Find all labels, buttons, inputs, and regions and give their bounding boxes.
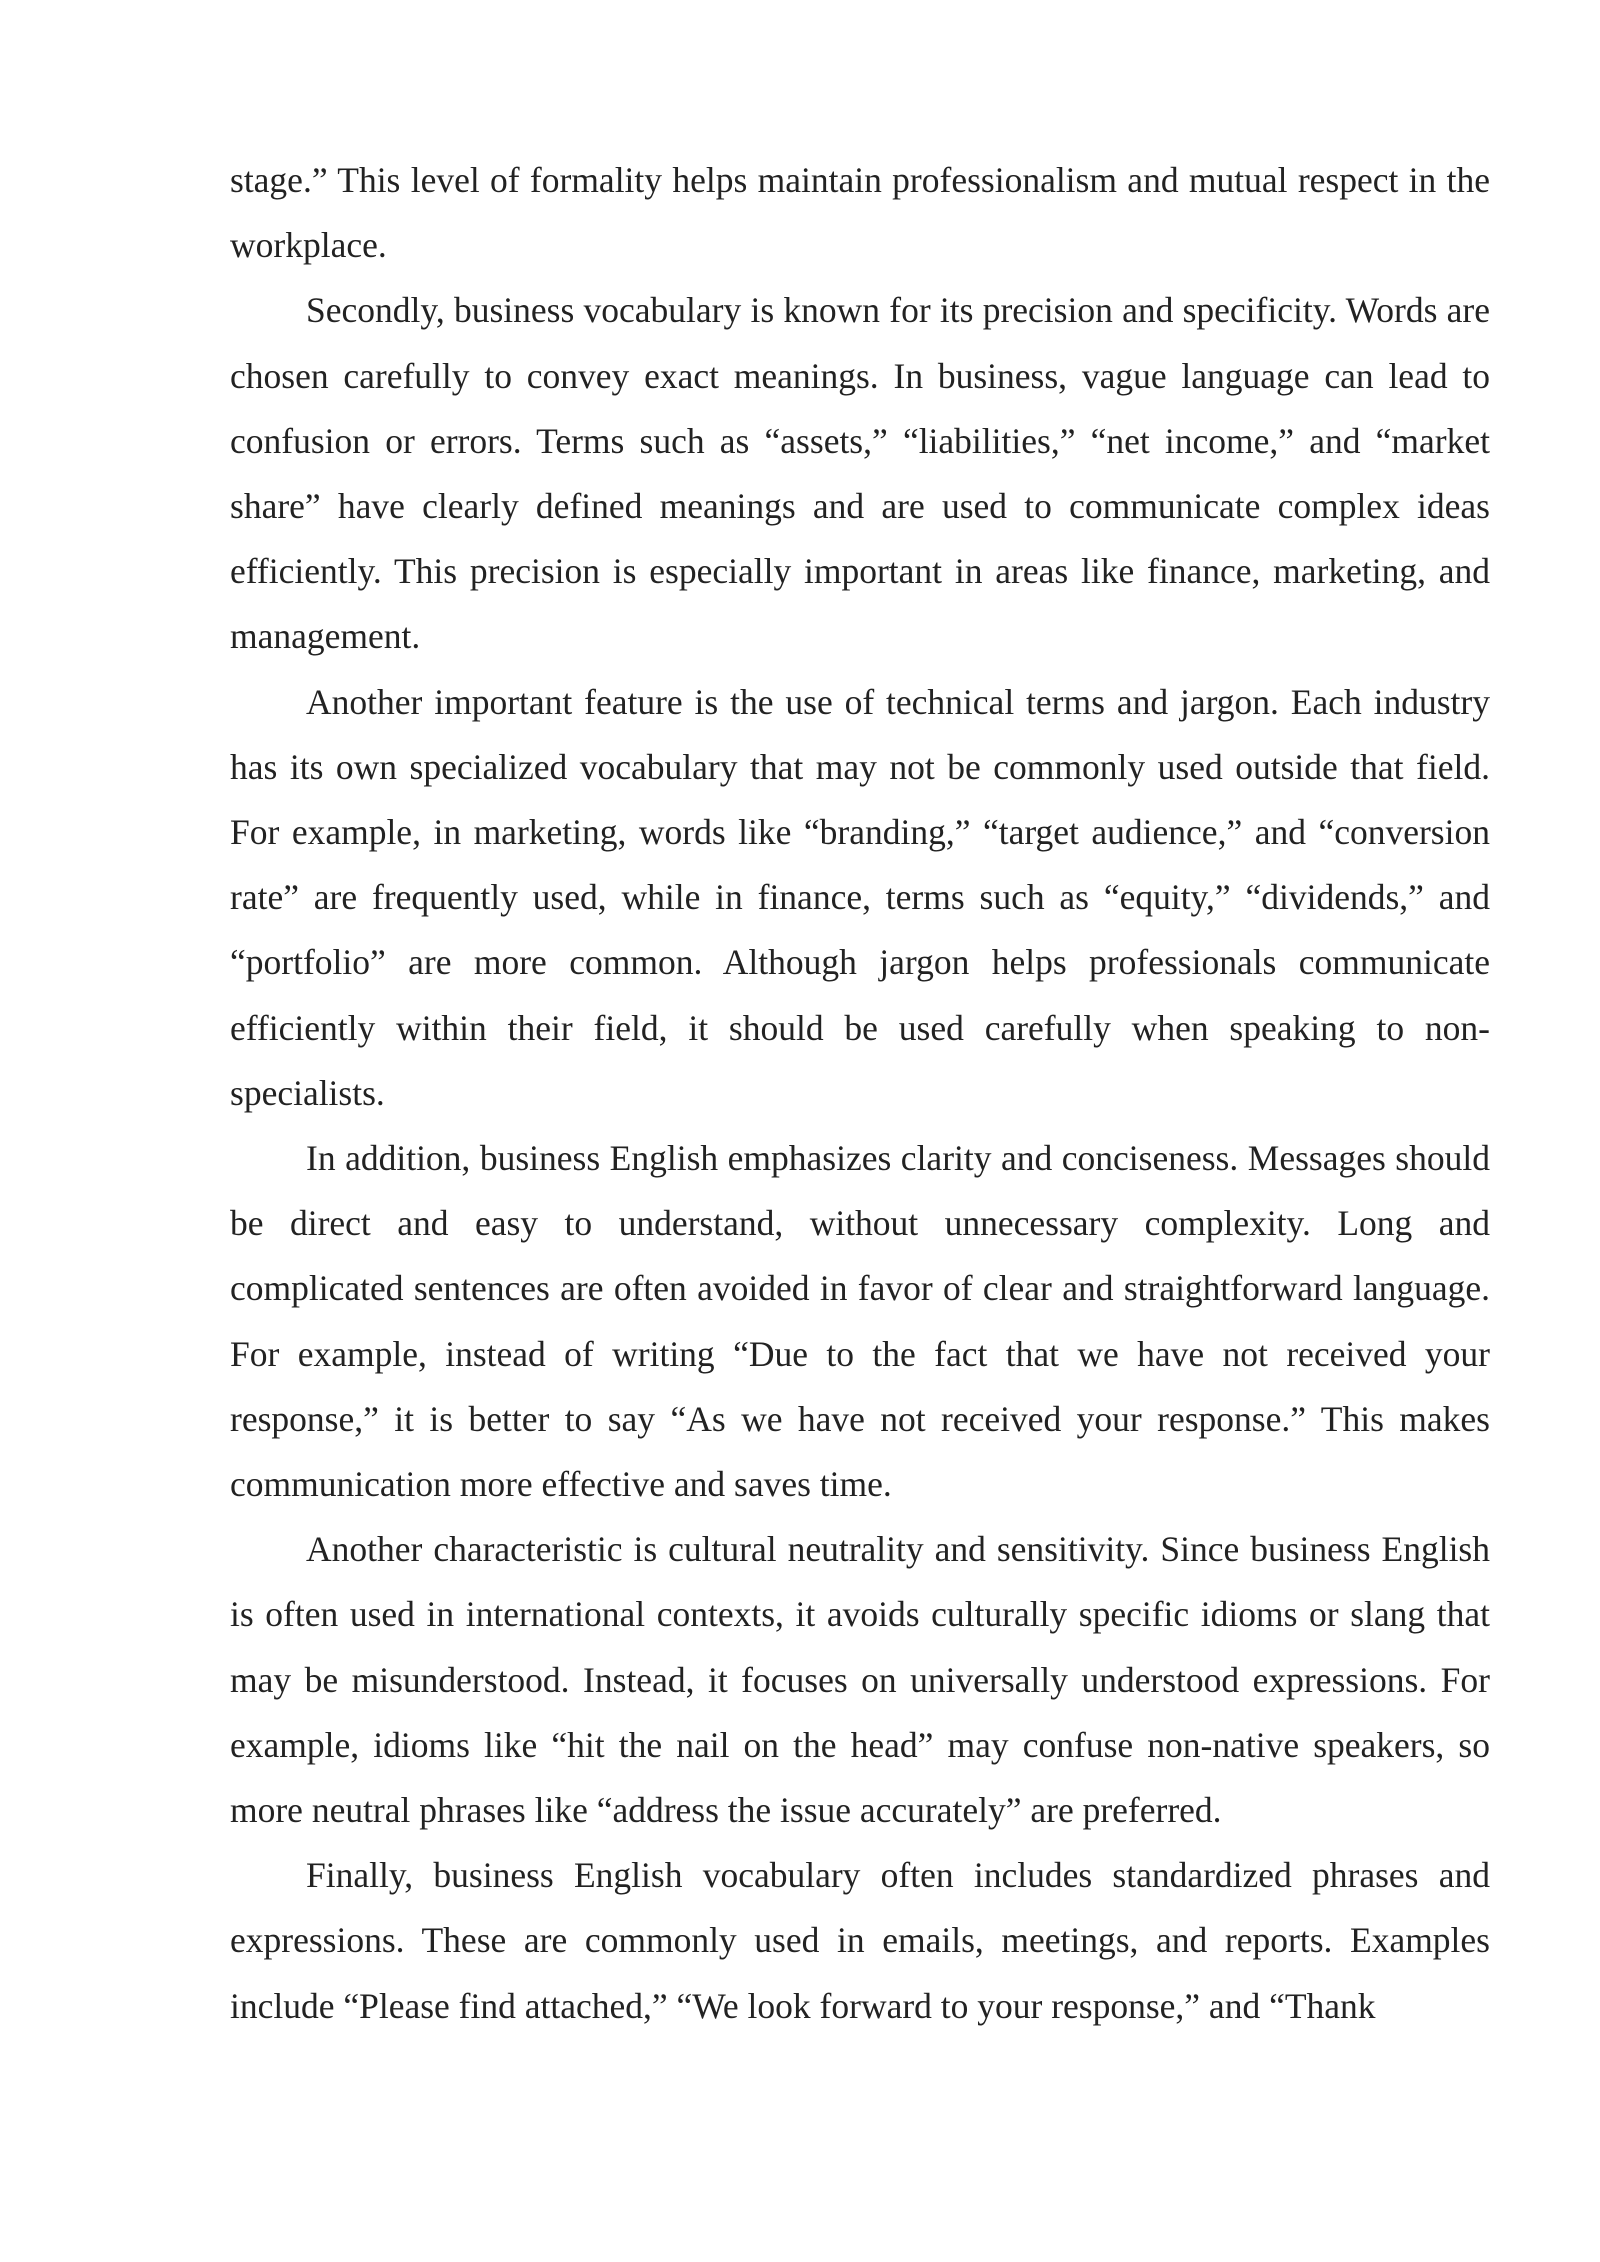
paragraph-standardized-phrases: Finally, business English vocabulary often includes standardized phrases and expressions. These are commonly used in emails, meetings, and reports. Examples include “Please find attached,” “We look forward to your response,” and “Thank [230,1855,1490,2026]
paragraph-precision: Secondly, business vocabulary is known for its precision and specificity. Words are chosen carefully to convey exact meanings. In business, vague language can lead to confusion or errors. Terms such as “assets,” “liabilities,” “net income,” and “market share” have clearly defined meanings and are used to communicate complex ideas efficiently. This precision is especially important in areas like finance, marketing, and management. [230,290,1490,657]
body-text [230,148,1490,2039]
paragraph-clarity: In addition, business English emphasizes clarity and conciseness. Messages should be direct and easy to understand, without unnecessary complexity. Long and complicated sentences are often avoided in favor of clear and straightforward language. For example, instead of writing “Due to the fact that we have not received your response,” it is better to say “As we have not received your response.” This makes communication more effective and saves time. [230,1138,1490,1505]
paragraph-formality-continuation: stage.” This level of formality helps maintain professionalism and mutual respect in the workplace. [230,160,1490,266]
paragraph-cultural-neutrality: Another characteristic is cultural neutrality and sensitivity. Since business English is often used in international contexts, it avoids culturally specific idioms or slang that may be misunderstood. Instead, it focuses on universally understood expressions. For example, idioms like “hit the nail on the head” may confuse non-native speakers, so more neutral phrases like “address the issue accurately” are preferred. [230,1529,1490,1831]
paragraph-jargon: Another important feature is the use of technical terms and jargon. Each industry has its own specialized vocabulary that may not be commonly used outside that field. For example, in marketing, words like “branding,” “target audience,” and “conversion rate” are frequently used, while in finance, terms such as “equity,” “dividends,” and “portfolio” are more common. Although jargon helps professionals communicate efficiently within their field, it should be used carefully when speaking to non-specialists. [230,681,1490,1113]
